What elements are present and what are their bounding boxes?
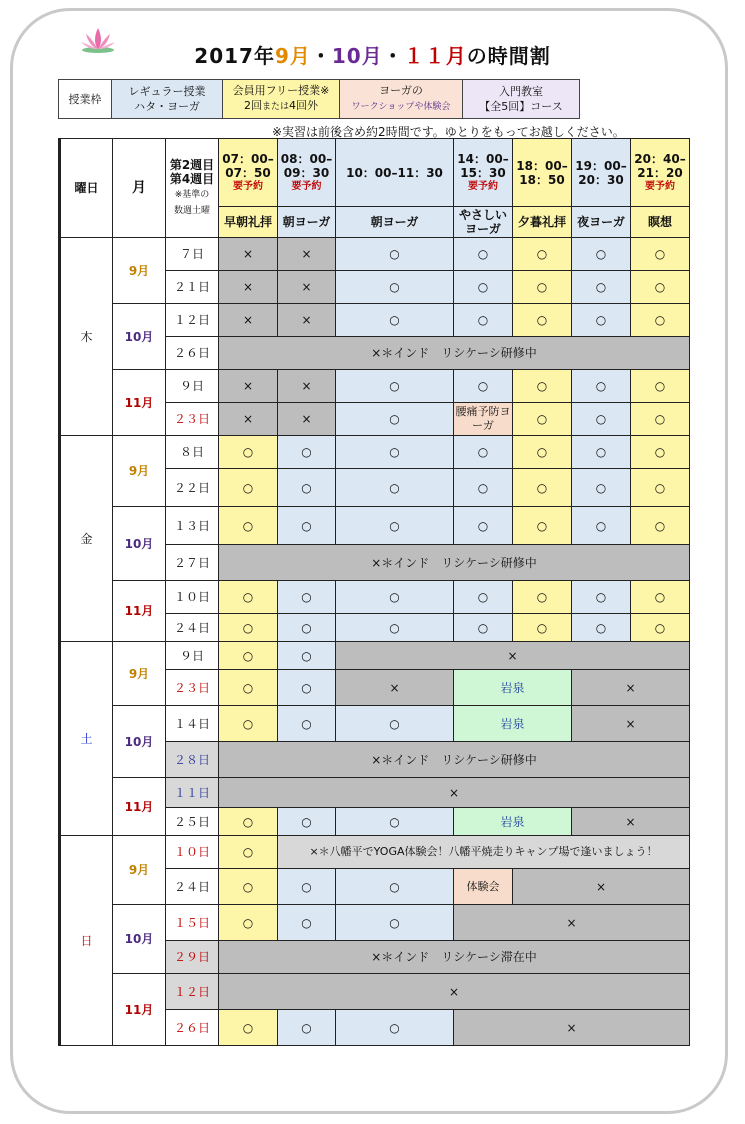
month-sep: 9月 [113, 436, 166, 507]
month-sep: 9月 [113, 836, 166, 905]
reservation-required: 要予約 [233, 180, 263, 192]
date-cell: ２３日 [166, 403, 219, 436]
time-col-4 [454, 139, 513, 207]
time-text: 07：00– [222, 151, 274, 166]
date-cell: １０日 [166, 836, 219, 869]
mark-o: ○ [278, 642, 336, 670]
date-cell: １１日 [166, 778, 219, 808]
closed-india-training: ×＊インド リシケーシ研修中 [219, 742, 690, 778]
closed-india-training: ×＊インド リシケーシ研修中 [219, 545, 690, 581]
legend-text: ワークショップや体験会 [351, 102, 451, 112]
reservation-required: 要予約 [468, 180, 498, 192]
title-sep: 9月 [274, 44, 311, 68]
month-sep: 9月 [113, 642, 166, 706]
mark-o: ○ [336, 808, 454, 836]
month-oct: 10月 [113, 507, 166, 581]
closed-india-training: ×＊インド リシケーシ研修中 [219, 337, 690, 370]
mark-o: ○ [572, 403, 631, 436]
month-oct: 10月 [113, 304, 166, 370]
date-cell: ２５日 [166, 808, 219, 836]
mark-o: ○ [336, 271, 454, 304]
header-week [166, 139, 219, 238]
title-year: 2017年 [194, 44, 275, 68]
notice-text: ※実習は前後含め約2時間です。ゆとりをもってお越しください。 [272, 125, 625, 139]
date-cell: １２日 [166, 974, 219, 1010]
class-name: 夜ヨーガ [572, 207, 631, 238]
time-text: 07：50 [225, 165, 271, 180]
mark-o: ○ [513, 304, 572, 337]
title-nov: １１月 [403, 44, 467, 68]
mark-o: ○ [454, 436, 513, 469]
day-sunday: 日 [60, 836, 113, 1046]
mark-x: × [219, 370, 278, 403]
mark-x: × [219, 271, 278, 304]
mark-o: ○ [219, 670, 278, 706]
date-cell: ２９日 [166, 941, 219, 974]
mark-x: × [219, 304, 278, 337]
day-saturday: 土 [60, 642, 113, 836]
date-cell: ２２日 [166, 469, 219, 507]
date-cell: ２４日 [166, 869, 219, 905]
mark-o: ○ [278, 905, 336, 941]
date-cell: １２日 [166, 304, 219, 337]
mark-o: ○ [572, 436, 631, 469]
date-cell: ７日 [166, 238, 219, 271]
mark-x: × [572, 808, 690, 836]
legend-workshop [340, 80, 463, 119]
page-title [0, 40, 745, 69]
month-nov: 11月 [113, 370, 166, 436]
mark-o: ○ [278, 507, 336, 545]
mark-x: × [336, 670, 454, 706]
mark-o: ○ [219, 808, 278, 836]
mark-o: ○ [278, 706, 336, 742]
mark-o: ○ [336, 238, 454, 271]
mark-o: ○ [278, 436, 336, 469]
mark-x: × [513, 869, 690, 905]
mark-o: ○ [513, 370, 572, 403]
class-name: 朝ヨーガ [278, 207, 336, 238]
mark-o: ○ [454, 614, 513, 642]
mark-o: ○ [219, 469, 278, 507]
date-cell: ２６日 [166, 1010, 219, 1046]
header-youbi: 曜日 [60, 139, 113, 238]
mark-o: ○ [513, 507, 572, 545]
mark-o: ○ [336, 706, 454, 742]
legend-text: 2回 [243, 99, 262, 112]
iwaizumi-event: 岩泉 [454, 808, 572, 836]
mark-o: ○ [454, 271, 513, 304]
time-col-2 [278, 139, 336, 207]
reservation-required: 要予約 [645, 180, 675, 192]
mark-x: × [572, 670, 690, 706]
mark-o: ○ [219, 1010, 278, 1046]
hachimantai-event: ×＊八幡平でYOGA体験会！八幡平焼走りキャンプ場で逢いましょう！ [278, 836, 690, 869]
mark-o: ○ [572, 238, 631, 271]
time-col-1 [219, 139, 278, 207]
mark-o: ○ [219, 436, 278, 469]
mark-o: ○ [572, 304, 631, 337]
header-month: 月 [113, 139, 166, 238]
legend-head: 授業枠 [59, 80, 112, 119]
mark-o: ○ [336, 469, 454, 507]
legend-text: ハタ・ヨーガ [134, 100, 200, 113]
time-text: 18：50 [519, 172, 565, 187]
mark-o: ○ [278, 614, 336, 642]
mark-x: × [336, 642, 690, 670]
week-note: 数週土曜 [173, 206, 210, 216]
date-cell: ２７日 [166, 545, 219, 581]
time-text: 15：30 [460, 165, 506, 180]
class-name: 早朝礼拝 [219, 207, 278, 238]
taikenkai-event: 体験会 [454, 869, 513, 905]
mark-o: ○ [336, 905, 454, 941]
date-cell: ９日 [166, 642, 219, 670]
mark-x: × [278, 238, 336, 271]
time-text: 20：40– [634, 151, 686, 166]
mark-o: ○ [631, 238, 690, 271]
date-cell: ２８日 [166, 742, 219, 778]
mark-o: ○ [454, 304, 513, 337]
mark-o: ○ [336, 304, 454, 337]
title-dot: ・ [382, 44, 404, 68]
mark-o: ○ [513, 238, 572, 271]
mark-o: ○ [572, 614, 631, 642]
mark-o: ○ [572, 370, 631, 403]
date-cell: １４日 [166, 706, 219, 742]
class-name: 朝ヨーガ [336, 207, 454, 238]
legend-table [58, 79, 580, 119]
time-text: 18：00– [516, 158, 568, 173]
mark-o: ○ [278, 869, 336, 905]
legend-free [223, 80, 340, 119]
mark-o: ○ [631, 271, 690, 304]
month-nov: 11月 [113, 778, 166, 836]
mark-o: ○ [513, 581, 572, 614]
time-text: 19：00– [575, 158, 627, 173]
mark-o: ○ [572, 469, 631, 507]
mark-o: ○ [454, 370, 513, 403]
mark-o: ○ [219, 836, 278, 869]
mark-x: × [454, 1010, 690, 1046]
legend-intro [463, 80, 580, 119]
mark-o: ○ [631, 304, 690, 337]
mark-o: ○ [278, 469, 336, 507]
legend-text: 会員用フリー授業※ [232, 84, 330, 97]
mark-o: ○ [336, 1010, 454, 1046]
mark-x: × [454, 905, 690, 941]
time-col-7 [631, 139, 690, 207]
mark-o: ○ [219, 869, 278, 905]
mark-o: ○ [278, 670, 336, 706]
mark-o: ○ [336, 614, 454, 642]
mark-o: ○ [336, 581, 454, 614]
time-text: 10：00–11：30 [346, 165, 443, 180]
mark-o: ○ [631, 507, 690, 545]
legend-text: 入門教室 [499, 85, 543, 98]
schedule-table [58, 138, 690, 1046]
week-label: 第4週目 [169, 172, 215, 186]
month-nov: 11月 [113, 974, 166, 1046]
mark-o: ○ [336, 370, 454, 403]
mark-o: ○ [631, 370, 690, 403]
mark-o: ○ [336, 507, 454, 545]
month-oct: 10月 [113, 905, 166, 974]
mark-o: ○ [454, 507, 513, 545]
mark-o: ○ [454, 469, 513, 507]
mark-o: ○ [219, 581, 278, 614]
iwaizumi-event: 岩泉 [454, 706, 572, 742]
time-col-5 [513, 139, 572, 207]
day-thursday: 木 [60, 238, 113, 436]
legend-text: または [261, 102, 289, 112]
mark-o: ○ [572, 581, 631, 614]
mark-x: × [278, 370, 336, 403]
date-cell: ２３日 [166, 670, 219, 706]
mark-o: ○ [631, 403, 690, 436]
date-cell: ２６日 [166, 337, 219, 370]
mark-o: ○ [513, 469, 572, 507]
mark-x: × [219, 974, 690, 1010]
date-cell: １５日 [166, 905, 219, 941]
mark-x: × [219, 778, 690, 808]
mark-o: ○ [513, 403, 572, 436]
mark-o: ○ [513, 614, 572, 642]
month-nov: 11月 [113, 581, 166, 642]
mark-x: × [219, 238, 278, 271]
time-text: 21：20 [637, 165, 683, 180]
legend-text: レギュラー授業 [128, 85, 206, 98]
mark-o: ○ [278, 1010, 336, 1046]
class-name: 夕暮礼拝 [513, 207, 572, 238]
mark-o: ○ [631, 436, 690, 469]
reservation-required: 要予約 [291, 180, 322, 192]
mark-o: ○ [219, 507, 278, 545]
mark-o: ○ [513, 436, 572, 469]
mark-o: ○ [513, 271, 572, 304]
mark-o: ○ [336, 869, 454, 905]
title-dot: ・ [310, 44, 332, 68]
mark-o: ○ [631, 614, 690, 642]
time-text: 20：30 [578, 172, 624, 187]
mark-o: ○ [336, 403, 454, 436]
mark-o: ○ [454, 581, 513, 614]
closed-india-stay: ×＊インド リシケーシ滞在中 [219, 941, 690, 974]
mark-x: × [278, 304, 336, 337]
mark-o: ○ [219, 642, 278, 670]
mark-o: ○ [572, 507, 631, 545]
time-col-3 [336, 139, 454, 207]
class-name: 瞑想 [631, 207, 690, 238]
mark-x: × [572, 706, 690, 742]
time-col-6 [572, 139, 631, 207]
back-pain-yoga: 腰痛予防ヨーガ [454, 403, 513, 436]
mark-o: ○ [572, 271, 631, 304]
week-note: ※基準の [174, 190, 210, 200]
mark-o: ○ [336, 436, 454, 469]
legend-regular [112, 80, 223, 119]
month-oct: 10月 [113, 706, 166, 778]
mark-o: ○ [278, 808, 336, 836]
time-text: 09：30 [283, 165, 330, 180]
date-cell: １０日 [166, 581, 219, 614]
mark-o: ○ [631, 469, 690, 507]
month-sep: 9月 [113, 238, 166, 304]
legend-text: 【全5回】コース [479, 100, 563, 113]
mark-x: × [278, 403, 336, 436]
time-text: 08：00– [280, 151, 333, 166]
mark-o: ○ [278, 581, 336, 614]
date-cell: ９日 [166, 370, 219, 403]
mark-o: ○ [454, 238, 513, 271]
mark-o: ○ [631, 581, 690, 614]
date-cell: ２４日 [166, 614, 219, 642]
title-oct: 10月 [331, 44, 383, 68]
mark-o: ○ [219, 706, 278, 742]
iwaizumi-event: 岩泉 [454, 670, 572, 706]
time-text: 14：00– [457, 151, 509, 166]
date-cell: ８日 [166, 436, 219, 469]
title-suffix: の時間割 [466, 44, 551, 68]
mark-o: ○ [219, 905, 278, 941]
class-name: やさしいヨーガ [454, 207, 513, 238]
mark-x: × [278, 271, 336, 304]
legend-text: ヨーガの [379, 84, 423, 97]
legend-text: 4回外 [289, 99, 318, 112]
mark-x: × [219, 403, 278, 436]
date-cell: １３日 [166, 507, 219, 545]
date-cell: ２１日 [166, 271, 219, 304]
mark-o: ○ [219, 614, 278, 642]
week-label: 第2週目 [169, 158, 215, 172]
day-friday: 金 [60, 436, 113, 642]
